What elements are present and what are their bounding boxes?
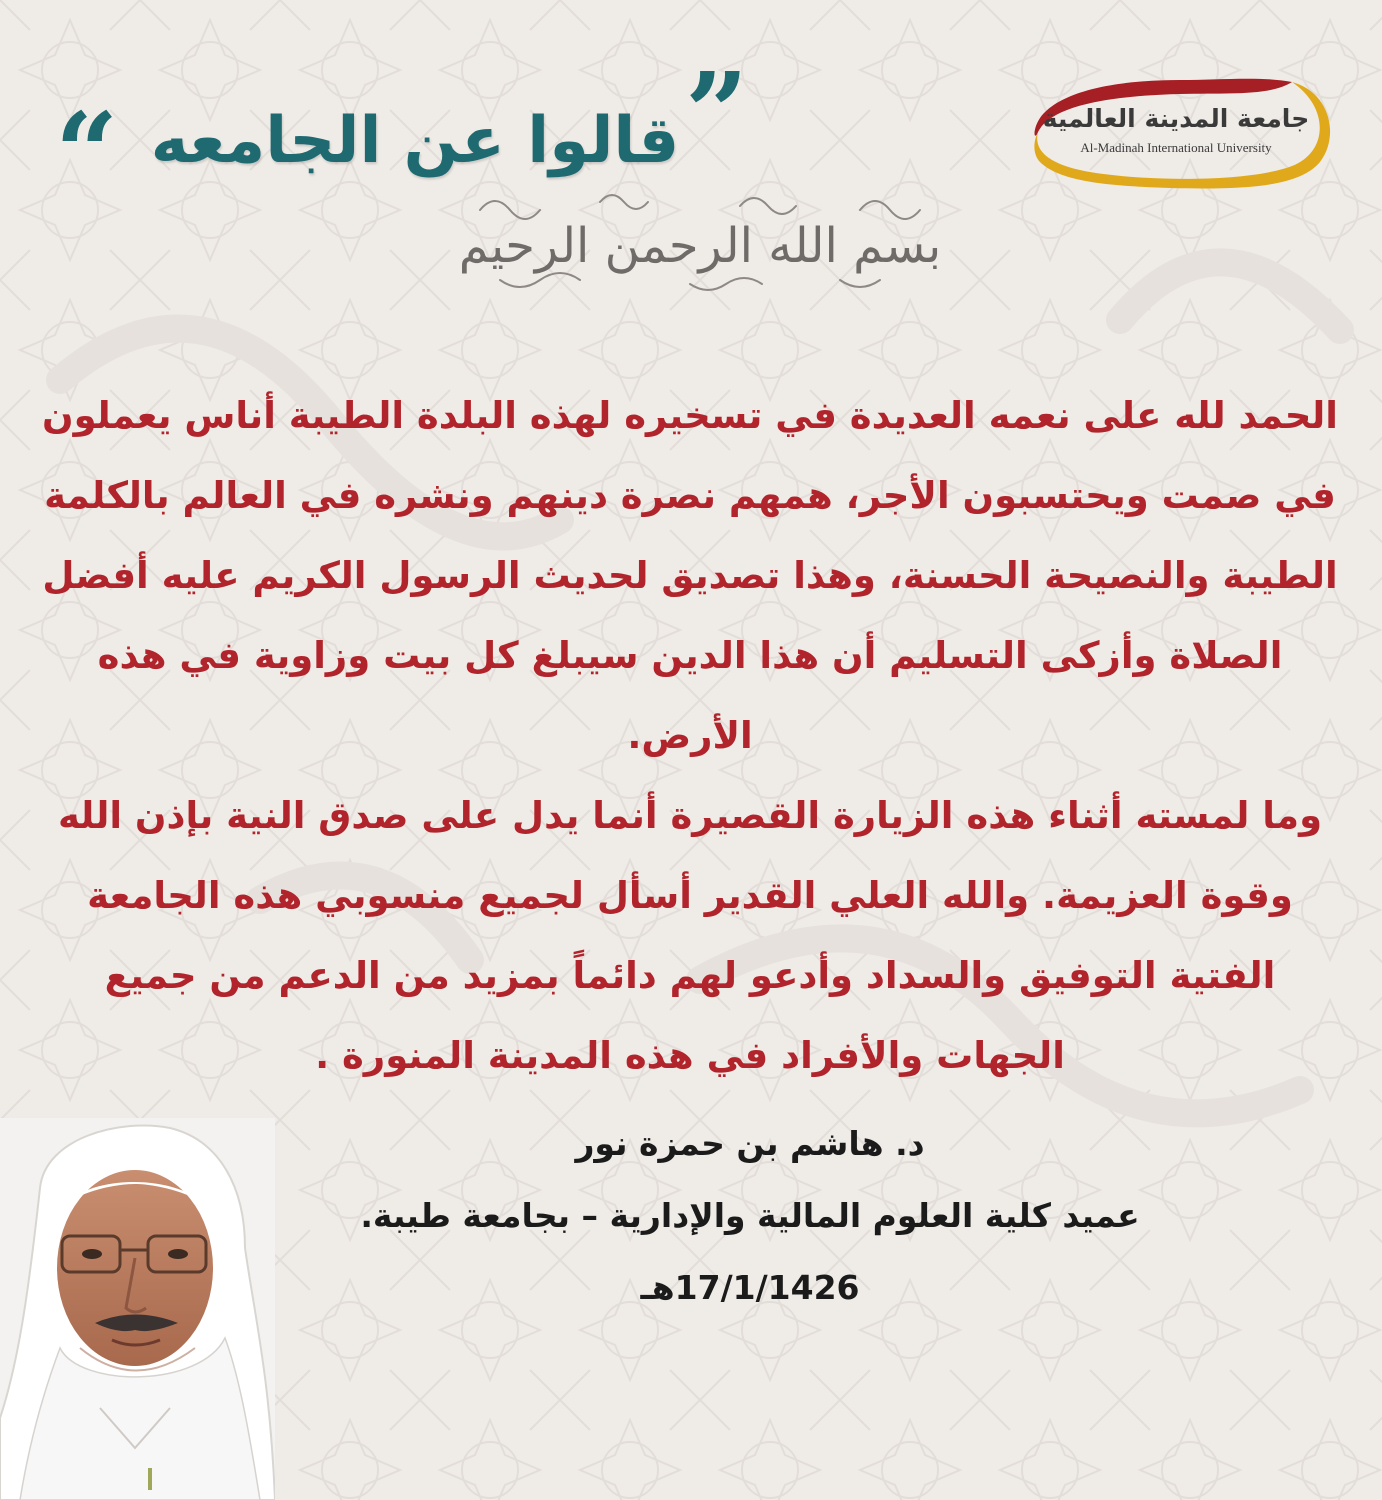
basmala bbox=[440, 180, 960, 300]
message-paragraph-1: الحمد لله على نعمه العديدة في تسخيره لهذه البلدة الطيبة أناس يعملون في صمت ويحتسبون الأجر، همهم نصرة دينهم ونشره في العالم بالكلمة الطيبة والنصيحة الحسنة، وهذا تصديق لحديث الرسول الكريم عليه أفضل الصلاة وأزكى التسليم أن هذا الدين سيبلغ كل بيت وزاوية في هذه الأرض. bbox=[42, 394, 1338, 757]
author-name: د. هاشم بن حمزة نور bbox=[575, 1124, 925, 1163]
logo-name-english: Al-Madinah International University bbox=[1080, 140, 1272, 155]
logo-crescent-icon bbox=[1030, 78, 1340, 190]
university-logo bbox=[1030, 78, 1340, 190]
message-paragraph-2: وما لمسته أثناء هذه الزيارة القصيرة أنما يدل على صدق النية بإذن الله وقوة العزيمة. والله العلي القدير أسأل لجميع منسوبي هذه الجامعة الفتية التوفيق والسداد وأدعو لهم دائماً بمزيد من الدعم من جميع الجهات والأفراد في هذه المدينة المنورة . bbox=[57, 794, 1323, 1077]
open-quote-icon: “ bbox=[55, 88, 119, 217]
page-heading bbox=[45, 48, 750, 217]
logo-name-arabic: جامعة المدينة العالمية bbox=[1042, 104, 1310, 133]
signature-block bbox=[320, 1108, 1180, 1324]
basmala-text: بسم الله الرحمن الرحيم bbox=[458, 218, 942, 274]
portrait-photo bbox=[0, 1118, 275, 1500]
testimonial-message bbox=[40, 376, 1340, 1096]
page-title: قالوا عن الجامعه bbox=[150, 104, 680, 178]
signature-date: 17/1/1426هـ bbox=[640, 1268, 860, 1307]
close-quote-icon: ” bbox=[685, 48, 749, 177]
author-title: عميد كلية العلوم المالية والإدارية – بجامعة طيبة. bbox=[360, 1196, 1140, 1235]
